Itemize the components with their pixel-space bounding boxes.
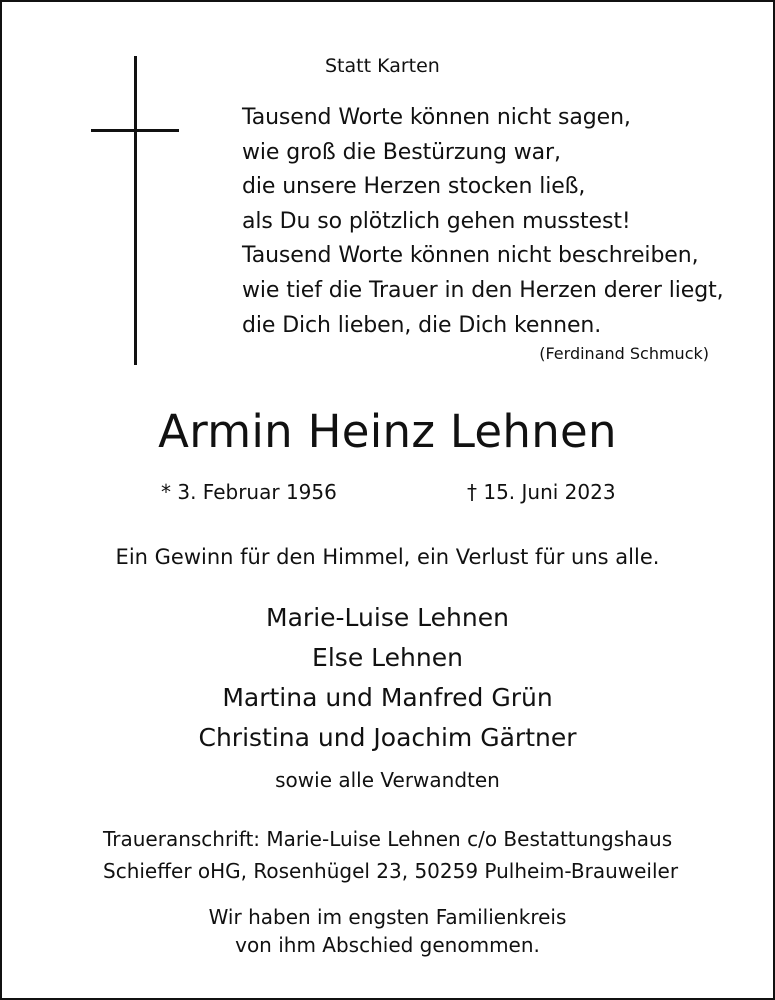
mourners-list (0, 598, 775, 758)
closing-line: von ihm Abschied genommen. (235, 933, 540, 957)
poem-line: Tausend Worte können nicht beschreiben, (242, 243, 699, 269)
statt-karten-label: Statt Karten (325, 55, 440, 77)
poem-line: wie tief die Trauer in den Herzen derer liegt, (242, 277, 724, 303)
closing-line: Wir haben im engsten Familienkreis (208, 905, 567, 929)
poem-author: (Ferdinand Schmuck) (539, 344, 709, 363)
cross-horizontal-bar (91, 129, 179, 132)
memorial-saying: Ein Gewinn für den Himmel, ein Verlust für uns alle. (115, 545, 660, 569)
poem-line: die Dich lieben, die Dich kennen. (242, 312, 602, 338)
mourner-name: Marie-Luise Lehnen (266, 603, 509, 632)
deceased-name: Armin Heinz Lehnen (158, 405, 617, 458)
address-line: Schieffer oHG, Rosenhügel 23, 50259 Pulheim-Brauweiler (103, 859, 679, 883)
poem-line: die unsere Herzen stocken ließ, (242, 174, 586, 200)
cross-vertical-bar (134, 56, 137, 365)
poem-line: wie groß die Bestürzung war, (242, 139, 561, 165)
poem-line: Tausend Worte können nicht sagen, (242, 105, 631, 130)
poem-line: als Du so plötzlich gehen musstest! (242, 208, 631, 234)
birth-date: * 3. Februar 1956 (161, 480, 337, 504)
mourning-address (103, 823, 678, 887)
death-date: † 15. Juni 2023 (467, 480, 616, 504)
mourner-name: Else Lehnen (312, 643, 463, 672)
relatives-line: sowie alle Verwandten (275, 768, 500, 792)
mourner-name: Martina und Manfred Grün (222, 683, 553, 712)
address-line: Traueranschrift: Marie-Luise Lehnen c/o Bestattungshaus (103, 827, 673, 851)
closing-note (0, 903, 775, 959)
mourner-name: Christina und Joachim Gärtner (198, 723, 577, 752)
poem (242, 101, 724, 343)
